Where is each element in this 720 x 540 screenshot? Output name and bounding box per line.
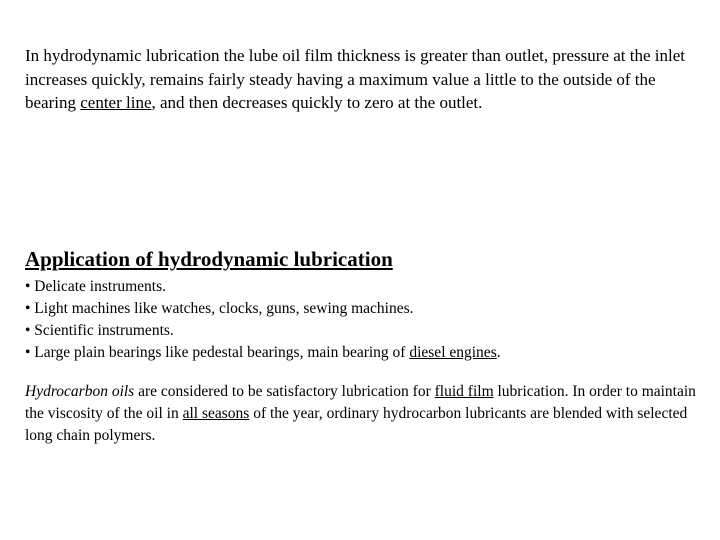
application-heading: Application of hydrodynamic lubrication bbox=[25, 247, 393, 271]
all-seasons-link[interactable]: all seasons bbox=[182, 405, 250, 422]
intro-text-part1: In hydrodynamic lubrication the lube oil film thickness is greater than outlet, pressure at the inlet increases quickly, remains fairly steady having a maximum value a little to the outside of the bearing bbox=[25, 46, 685, 112]
fluid-film-link[interactable]: fluid film bbox=[434, 383, 494, 400]
center-line-link[interactable]: center line bbox=[80, 93, 152, 112]
diesel-engines-link[interactable]: diesel engines bbox=[409, 344, 497, 361]
closing-text-part3: of the year, ordinary hydrocarbon lubricants are blended with selected long chain polymers. bbox=[25, 405, 688, 444]
list-item: • Delicate instruments. bbox=[25, 278, 167, 295]
closing-text-part2: lubrication. In order to maintain the viscosity of the oil in bbox=[25, 383, 696, 422]
closing-paragraph bbox=[25, 381, 705, 447]
closing-text-part1: are considered to be satisfactory lubrication for bbox=[134, 383, 435, 400]
list-item-prefix: • Large plain bearings like pedestal bearings, main bearing of bbox=[25, 344, 410, 361]
list-item-suffix: . bbox=[496, 344, 501, 361]
intro-paragraph bbox=[25, 44, 700, 115]
hydrocarbon-oils-term: Hydrocarbon oils bbox=[25, 383, 135, 400]
list-item: • Scientific instruments. bbox=[25, 322, 174, 339]
list-item bbox=[25, 342, 705, 364]
list-item: • Light machines like watches, clocks, guns, sewing machines. bbox=[25, 300, 414, 317]
intro-text-part2: , and then decreases quickly to zero at the outlet. bbox=[151, 93, 483, 112]
application-list bbox=[25, 276, 705, 364]
